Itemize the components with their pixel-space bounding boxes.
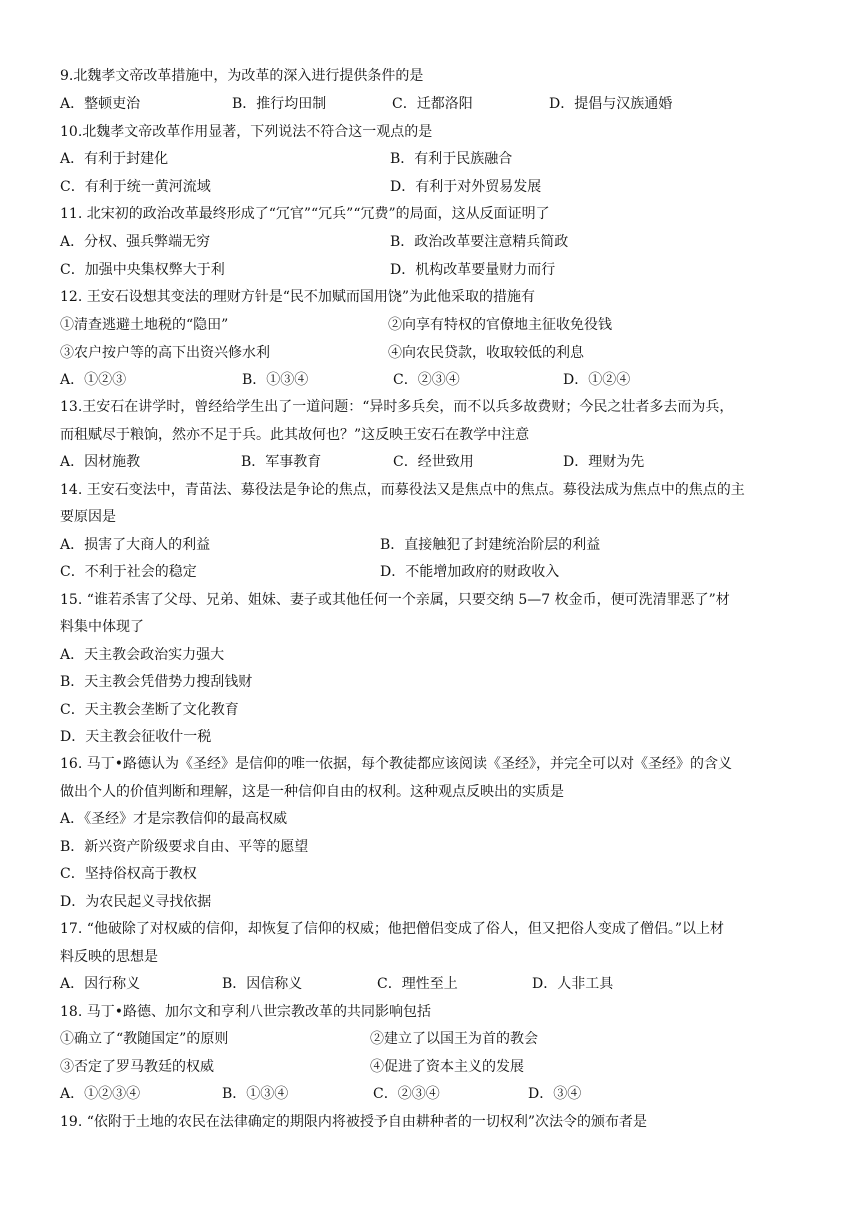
q17-option-a: A．因行称义: [60, 976, 141, 992]
q13-option-a: A．因材施教: [60, 454, 141, 470]
q9-option-b: B．推行均田制: [232, 96, 327, 112]
question-12-stem: 12. 王安石设想其变法的理财方针是“民不加赋而国用饶”为此他采取的措施有: [60, 289, 536, 305]
q9-option-a: A．整顿吏治: [60, 96, 141, 112]
q16-option-b: B．新兴资产阶级要求自由、平等的愿望: [60, 839, 309, 855]
q11-option-d: D．机构改革要量财力而行: [390, 262, 556, 278]
q11-option-b: B．政治改革要注意精兵简政: [390, 234, 569, 250]
q16-option-d: D．为农民起义寻找依据: [60, 894, 212, 910]
question-16-stem-line-1: 16. 马丁•路德认为《圣经》是信仰的唯一依据，每个教徒都应该阅读《圣经》，并完全可以对《圣经》的含义: [60, 756, 732, 772]
q12-item-3: ③农户按户等的高下出资兴修水利: [60, 345, 270, 361]
q13-option-b: B．军事教育: [241, 454, 322, 470]
question-17-stem-line-2: 料反映的思想是: [60, 949, 158, 965]
q15-option-d: D．天主教会征收什一税: [60, 729, 212, 745]
q13-option-c: C．经世致用: [393, 454, 474, 470]
q14-option-d: D．不能增加政府的财政收入: [380, 564, 560, 580]
q12-option-d: D．①②④: [563, 372, 631, 388]
q12-option-c: C．②③④: [393, 372, 460, 388]
q17-option-c: C．理性至上: [377, 976, 458, 992]
q9-option-d: D．提倡与汉族通婚: [549, 96, 673, 112]
q14-option-b: B．直接触犯了封建统治阶层的利益: [380, 537, 601, 553]
q15-option-c: C．天主教会垄断了文化教育: [60, 702, 239, 718]
question-18-stem: 18. 马丁•路德、加尔文和亨利八世宗教改革的共同影响包括: [60, 1004, 431, 1020]
question-14-stem-line-1: 14. 王安石变法中，青苗法、募役法是争论的焦点，而募役法又是焦点中的焦点。募役法成为焦点中的焦点的主: [60, 482, 745, 498]
question-15-stem-line-1: 15. “谁若杀害了父母、兄弟、姐妹、妻子或其他任何一个亲属，只要交纳 5—7 枚金币，便可洗清罪恶了”材: [60, 592, 730, 608]
q18-option-c: C．②③④: [373, 1086, 440, 1102]
q11-option-c: C．加强中央集权弊大于利: [60, 262, 225, 278]
q18-item-3: ③否定了罗马教廷的权威: [60, 1059, 214, 1075]
q14-option-c: C．不利于社会的稳定: [60, 564, 197, 580]
question-19-stem: 19. “依附于土地的农民在法律确定的期限内将被授予自由耕种者的一切权利”次法令的颁布者是: [60, 1114, 648, 1130]
q18-option-d: D．③④: [528, 1086, 582, 1102]
q12-option-b: B．①③④: [242, 372, 309, 388]
q17-option-d: D．人非工具: [532, 976, 614, 992]
question-9-stem: 9.北魏孝文帝改革措施中，为改革的深入进行提供条件的是: [60, 68, 424, 84]
q15-option-a: A．天主教会政治实力强大: [60, 647, 225, 663]
q9-option-c: C．迁都洛阳: [392, 96, 473, 112]
q18-item-4: ④促进了资本主义的发展: [370, 1059, 524, 1075]
q14-option-a: A．损害了大商人的利益: [60, 537, 211, 553]
q10-option-d: D．有利于对外贸易发展: [390, 179, 542, 195]
q12-item-1: ①清查逃避土地税的“隐田”: [60, 317, 229, 333]
q10-option-a: A．有利于封建化: [60, 151, 169, 167]
question-14-stem-line-2: 要原因是: [60, 509, 116, 525]
question-16-stem-line-2: 做出个人的价值判断和理解，这是一种信仰自由的权利。这种观点反映出的实质是: [60, 784, 564, 800]
q18-item-2: ②建立了以国王为首的教会: [370, 1031, 538, 1047]
q16-option-c: C．坚持俗权高于教权: [60, 866, 197, 882]
q12-item-2: ②向享有特权的官僚地主征收免役钱: [388, 317, 612, 333]
question-10-stem: 10.北魏孝文帝改革作用显著，下列说法不符合这一观点的是: [60, 124, 433, 140]
q18-item-1: ①确立了“教随国定”的原则: [60, 1031, 229, 1047]
q11-option-a: A．分权、强兵弊端无穷: [60, 234, 211, 250]
q18-option-a: A．①②③④: [60, 1086, 141, 1102]
q16-option-a: A．《圣经》才是宗教信仰的最高权威: [60, 811, 288, 827]
q13-option-d: D．理财为先: [563, 454, 645, 470]
question-11-stem: 11. 北宋初的政治改革最终形成了“冗官”“冗兵”“冗费”的局面，这从反面证明了: [60, 206, 550, 222]
q12-option-a: A．①②③: [60, 372, 127, 388]
question-15-stem-line-2: 料集中体现了: [60, 619, 144, 635]
question-13-stem-line-1: 13.王安石在讲学时，曾经给学生出了一道问题：“异时多兵矣，而不以兵多故费财；今民之壮者多去而为兵，: [60, 399, 734, 415]
q10-option-b: B．有利于民族融合: [390, 151, 513, 167]
q15-option-b: B．天主教会凭借势力搜刮钱财: [60, 674, 253, 690]
q12-item-4: ④向农民贷款，收取较低的利息: [388, 345, 584, 361]
question-13-stem-line-2: 而租赋尽于粮饷，然亦不足于兵。此其故何也？”这反映王安石在教学中注意: [60, 427, 530, 443]
q10-option-c: C．有利于统一黄河流域: [60, 179, 211, 195]
question-17-stem-line-1: 17. “他破除了对权威的信仰，却恢复了信仰的权威；他把僧侣变成了俗人，但又把俗人变成了僧侣。”以上材: [60, 921, 725, 937]
q17-option-b: B．因信称义: [222, 976, 303, 992]
q18-option-b: B．①③④: [222, 1086, 289, 1102]
